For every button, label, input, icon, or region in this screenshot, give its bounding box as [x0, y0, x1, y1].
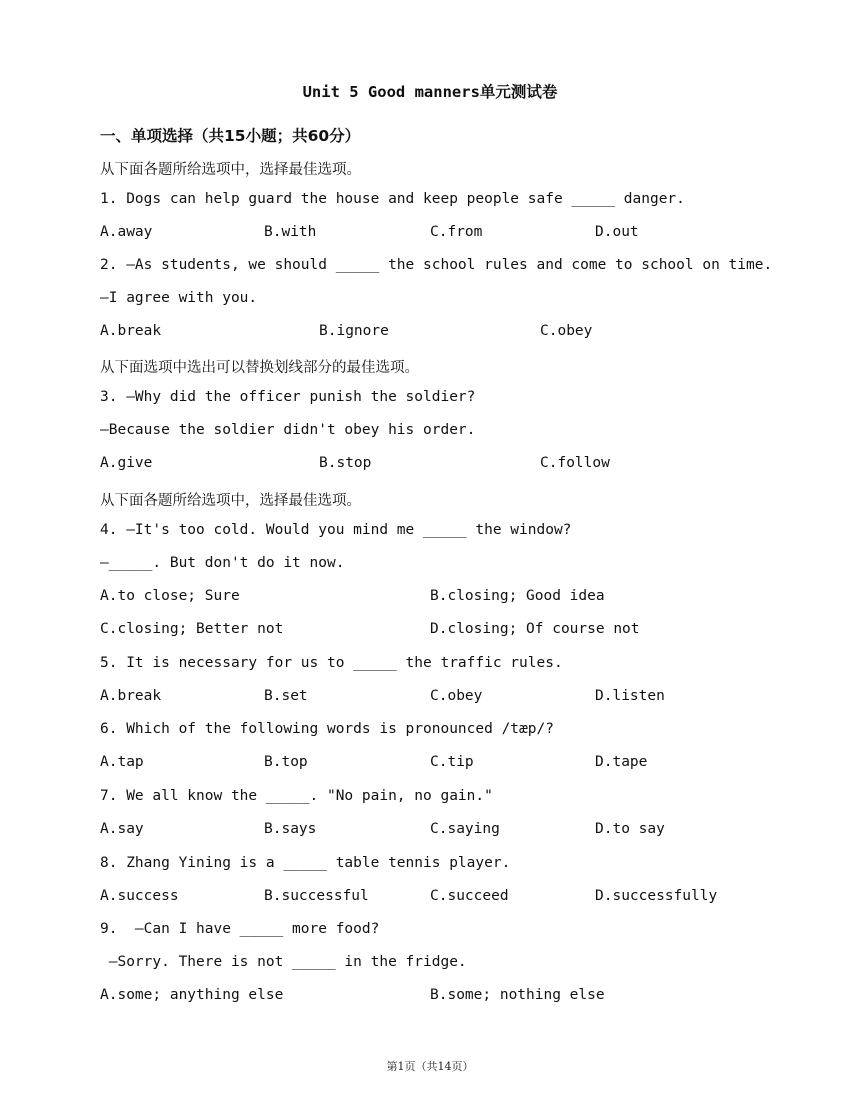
- question-1-stem: 1. Dogs can help guard the house and keep people safe _____ danger.: [100, 191, 685, 207]
- q4-option-b: B.closing; Good idea: [430, 588, 605, 604]
- q8-option-a: A.success: [100, 888, 179, 904]
- question-2-reply: —I agree with you.: [100, 290, 258, 306]
- question-3-reply: —Because the soldier didn't obey his order.: [100, 422, 476, 438]
- q5-option-b: B.set: [264, 688, 308, 704]
- question-2-stem: 2. —As students, we should _____ the school rules and come to school on time.: [100, 257, 773, 273]
- section-heading: 一、单项选择（共15小题；共60分）: [100, 127, 361, 145]
- q1-option-a: A.away: [100, 224, 153, 240]
- q9-option-a: A.some; anything else: [100, 987, 284, 1003]
- question-4-stem: 4. —It's too cold. Would you mind me _____ the window?: [100, 522, 572, 538]
- q4-option-c: C.closing; Better not: [100, 621, 284, 637]
- q6-option-c: C.tip: [430, 754, 474, 770]
- q5-option-a: A.break: [100, 688, 162, 704]
- instruction: 从下面各题所给选项中，选择最佳选项。: [100, 493, 361, 509]
- q8-option-b: B.successful: [264, 888, 369, 904]
- question-9-stem: 9. —Can I have _____ more food?: [100, 921, 380, 937]
- q6-option-b: B.top: [264, 754, 308, 770]
- q7-option-d: D.to say: [595, 821, 665, 837]
- q7-option-c: C.saying: [430, 821, 500, 837]
- q1-option-b: B.with: [264, 224, 317, 240]
- question-4-reply: —_____. But don't do it now.: [100, 555, 345, 571]
- q7-option-b: B.says: [264, 821, 317, 837]
- q4-option-a: A.to close; Sure: [100, 588, 240, 604]
- q7-option-a: A.say: [100, 821, 144, 837]
- question-8-stem: 8. Zhang Yining is a _____ table tennis player.: [100, 855, 511, 871]
- q2-option-b: B.ignore: [319, 323, 389, 339]
- q3-option-b: B.stop: [319, 455, 372, 471]
- q1-option-d: D.out: [595, 224, 639, 240]
- q5-option-c: C.obey: [430, 688, 483, 704]
- question-6-stem: 6. Which of the following words is pronounced /tæp/?: [100, 721, 554, 737]
- q8-option-c: C.succeed: [430, 888, 509, 904]
- page-title: Unit 5 Good manners单元测试卷: [302, 83, 558, 101]
- q6-option-d: D.tape: [595, 754, 648, 770]
- question-7-stem: 7. We all know the _____. "No pain, no gain.": [100, 788, 493, 804]
- instruction: 从下面各题所给选项中，选择最佳选项。: [100, 162, 361, 178]
- question-9-reply: —Sorry. There is not _____ in the fridge.: [100, 954, 467, 970]
- question-3-stem: 3. —Why did the officer punish the soldier?: [100, 389, 476, 405]
- question-5-stem: 5. It is necessary for us to _____ the traffic rules.: [100, 655, 563, 671]
- q5-option-d: D.listen: [595, 688, 665, 704]
- q8-option-d: D.successfully: [595, 888, 718, 904]
- page-footer: 第1页（共14页）: [386, 1060, 474, 1073]
- q9-option-b: B.some; nothing else: [430, 987, 605, 1003]
- q2-option-a: A.break: [100, 323, 162, 339]
- instruction: 从下面选项中选出可以替换划线部分的最佳选项。: [100, 360, 419, 376]
- q3-option-a: A.give: [100, 455, 153, 471]
- q2-option-c: C.obey: [540, 323, 593, 339]
- q3-option-c: C.follow: [540, 455, 610, 471]
- q1-option-c: C.from: [430, 224, 483, 240]
- q4-option-d: D.closing; Of course not: [430, 621, 640, 637]
- q6-option-a: A.tap: [100, 754, 144, 770]
